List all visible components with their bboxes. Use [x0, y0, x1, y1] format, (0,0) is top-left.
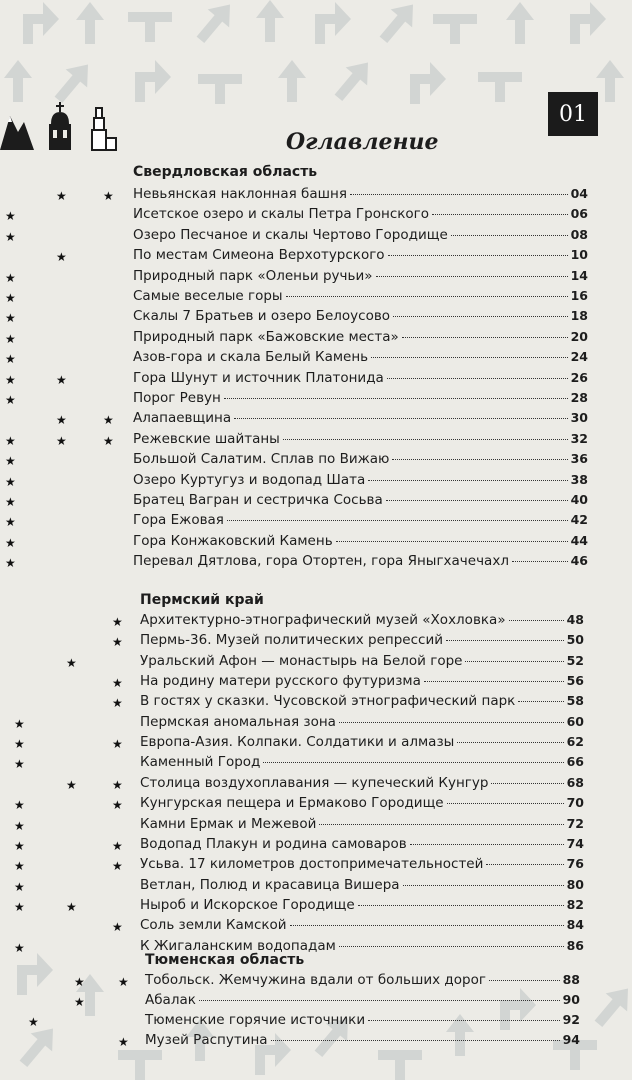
toc-entry[interactable] — [133, 268, 588, 288]
toc-entry[interactable] — [133, 390, 588, 410]
rating-star-icon: ★ — [103, 189, 114, 203]
toc-entry-page: 32 — [570, 430, 588, 446]
dot-leader — [368, 1020, 560, 1021]
toc-entry-page: 40 — [570, 492, 588, 507]
toc-entry[interactable] — [133, 247, 588, 267]
rating-star-icon: ★ — [14, 899, 25, 914]
toc-entry-page: 04 — [570, 186, 588, 201]
rating-star-icon: ★ — [5, 433, 16, 448]
dot-leader — [350, 194, 568, 195]
dot-leader — [457, 742, 563, 743]
toc-entry-page: 84 — [566, 917, 584, 933]
page-title: Оглавление — [286, 129, 439, 155]
rating-star-icon: ★ — [14, 859, 25, 874]
toc-entry-title: Большой Салатим. Сплав по Вижаю — [133, 451, 390, 468]
toc-entry-title: К Жигаланским водопадам — [140, 937, 336, 954]
rating-star-icon: ★ — [112, 696, 123, 711]
dot-leader — [388, 255, 568, 256]
rating-star-icon: ★ — [14, 737, 25, 752]
dot-leader — [227, 520, 568, 521]
rating-star-icon: ★ — [5, 515, 16, 530]
toc-entry-page: 52 — [566, 652, 584, 668]
dot-leader — [392, 459, 567, 460]
rating-star-icon: ★ — [103, 413, 114, 428]
toc-entry[interactable] — [133, 512, 588, 532]
toc-entry-title: Перевал Дятлова, гора Отортен, гора Яныгхачечахл — [133, 553, 509, 570]
toc-entry-page: 72 — [566, 815, 584, 831]
rating-star-icon: ★ — [14, 818, 25, 833]
rating-star-icon: ★ — [112, 737, 123, 752]
rating-star-icon: ★ — [14, 798, 25, 813]
toc-entry-title: Ветлан, Полюд и красавица Вишера — [140, 876, 400, 893]
rating-star-icon: ★ — [14, 838, 25, 853]
toc-entry-page: 16 — [570, 288, 588, 303]
toc-entry-title: Гора Ежовая — [133, 512, 224, 529]
dot-leader — [286, 296, 568, 297]
dot-leader — [371, 357, 567, 358]
rating-star-icon: ★ — [14, 716, 25, 731]
toc-entry-title: Режевские шайтаны — [133, 430, 280, 447]
tower-icon — [92, 108, 116, 150]
toc-entry-title: Абалак — [145, 992, 196, 1008]
toc-entry-page: 86 — [566, 937, 584, 953]
toc-entry[interactable] — [140, 795, 584, 815]
dot-leader — [486, 864, 563, 865]
dot-leader — [393, 316, 568, 317]
toc-entry[interactable] — [140, 734, 584, 754]
toc-entry[interactable] — [145, 992, 580, 1012]
dot-leader — [402, 337, 568, 338]
toc-entry[interactable] — [140, 897, 584, 917]
toc-entry-page: 20 — [570, 328, 588, 344]
toc-entry[interactable] — [133, 553, 588, 573]
dot-leader — [339, 946, 564, 947]
page-number-badge: 01 — [548, 92, 598, 136]
toc-entry-title: Тюменские горячие источники — [145, 1012, 366, 1028]
toc-entry[interactable] — [133, 370, 588, 390]
toc-entry-page: 82 — [566, 896, 584, 912]
dot-leader — [512, 561, 568, 562]
toc-entry[interactable] — [140, 754, 584, 774]
rating-star-icon: ★ — [5, 393, 16, 407]
rating-star-icon: ★ — [118, 975, 129, 989]
toc-entry-page: 94 — [562, 1032, 580, 1047]
rating-star-icon: ★ — [103, 433, 114, 448]
toc-entry[interactable] — [133, 308, 588, 328]
toc-entry[interactable] — [140, 693, 584, 713]
dot-leader — [376, 276, 568, 277]
dot-leader — [224, 398, 568, 399]
toc-entry-title: Невьянская наклонная башня — [133, 186, 347, 202]
rating-star-icon: ★ — [14, 757, 25, 772]
toc-entry-title: Музей Распутина — [145, 1032, 268, 1048]
toc-entry-page: 44 — [570, 532, 588, 548]
rating-star-icon: ★ — [5, 270, 16, 285]
toc-entry-title: Пермская аномальная зона — [140, 713, 336, 730]
toc-entry-title: Усьва. 17 километров достопримечательностей — [140, 856, 484, 873]
toc-entry-page: 50 — [566, 632, 584, 648]
toc-entry-title: Гора Конжаковский Камень — [133, 532, 333, 549]
toc-entry-title: Природный парк «Оленьи ручьи» — [133, 267, 373, 284]
dot-leader — [271, 1040, 560, 1041]
toc-entry[interactable] — [133, 349, 588, 369]
toc-entry-page: 92 — [562, 1012, 580, 1027]
toc-entry-title: На родину матери русского футуризма — [140, 673, 421, 690]
toc-entry[interactable] — [140, 714, 584, 734]
dot-leader — [424, 681, 564, 682]
toc-entry-title: Братец Вагран и сестричка Сосьва — [133, 492, 383, 508]
toc-entry-title: Камни Ермак и Межевой — [140, 815, 317, 832]
toc-entry-title: По местам Симеона Верхотурского — [133, 247, 385, 264]
toc-entry-title: Гора Шунут и источник Платонида — [133, 369, 384, 386]
rating-star-icon: ★ — [14, 940, 25, 955]
toc-entry-title: Озеро Куртугуз и водопад Шата — [133, 471, 366, 488]
toc-entry-title: Алапаевщина — [133, 410, 232, 427]
dot-leader — [410, 844, 564, 845]
rating-star-icon: ★ — [5, 535, 16, 550]
rating-star-icon: ★ — [112, 920, 123, 935]
rating-star-icon: ★ — [74, 975, 85, 989]
toc-entry-page: 68 — [566, 774, 584, 790]
dot-leader — [339, 722, 564, 723]
toc-entry-page: 48 — [566, 612, 584, 627]
rating-star-icon: ★ — [5, 209, 16, 224]
toc-entry-page: 10 — [570, 247, 588, 263]
rating-star-icon: ★ — [112, 635, 123, 650]
rating-star-icon: ★ — [28, 1015, 39, 1029]
dot-leader — [358, 905, 564, 906]
toc-entry[interactable] — [145, 1032, 580, 1052]
toc-entry-page: 58 — [566, 693, 584, 709]
toc-entry[interactable] — [133, 329, 588, 349]
toc-entry-page: 66 — [566, 754, 584, 770]
toc-entry-page: 14 — [570, 267, 588, 283]
toc-entry-title: Соль земли Камской — [140, 917, 287, 934]
rating-star-icon: ★ — [112, 798, 123, 813]
toc-entry[interactable] — [133, 472, 588, 492]
toc-entry[interactable] — [133, 431, 588, 451]
toc-entry-page: 42 — [570, 512, 588, 528]
rating-star-icon: ★ — [66, 655, 77, 670]
toc-entry-title: Скалы 7 Братьев и озеро Белоусово — [133, 308, 391, 325]
toc-entry-title: Порог Ревун — [133, 390, 221, 406]
toc-entry-page: 08 — [570, 226, 588, 242]
dot-leader — [368, 480, 567, 481]
toc-entry-page: 24 — [570, 349, 588, 365]
toc-entry-page: 06 — [570, 206, 588, 222]
toc-entry-page: 28 — [570, 390, 588, 405]
rating-star-icon: ★ — [112, 615, 123, 629]
toc-entry[interactable] — [133, 451, 588, 471]
toc-entry[interactable] — [133, 288, 588, 308]
church-icon — [49, 102, 71, 150]
toc-entry-title: Озеро Песчаное и скалы Чертово Городище — [133, 226, 448, 243]
rating-star-icon: ★ — [14, 879, 25, 894]
toc-entry[interactable] — [133, 492, 588, 512]
toc-entry[interactable] — [133, 533, 588, 553]
toc-entry-title: Кунгурская пещера и Ермаково Городище — [140, 795, 444, 812]
section-heading: Пермский край — [140, 592, 264, 608]
rating-star-icon: ★ — [56, 250, 67, 265]
toc-entry-title: Столица воздухоплавания — купеческий Кунгур — [140, 774, 489, 791]
toc-entry[interactable] — [140, 653, 584, 673]
toc-entry[interactable] — [140, 775, 584, 795]
toc-entry-title: Каменный Город — [140, 754, 261, 771]
toc-entry[interactable] — [133, 410, 588, 430]
dot-leader — [263, 762, 563, 763]
dot-leader — [447, 803, 564, 804]
toc-entry[interactable] — [140, 856, 584, 876]
toc-entry-page: 38 — [570, 471, 588, 487]
dot-leader — [387, 378, 568, 379]
toc-entry[interactable] — [140, 816, 584, 836]
toc-entry[interactable] — [133, 186, 588, 206]
toc-entry-title: Пермь-36. Музей политических репрессий — [140, 632, 443, 649]
toc-entry[interactable] — [145, 1012, 580, 1032]
dot-leader — [290, 925, 564, 926]
toc-entry-page: 18 — [570, 308, 588, 324]
dot-leader — [491, 783, 563, 784]
toc-entry-page: 90 — [562, 992, 580, 1007]
toc-entry[interactable] — [133, 206, 588, 226]
dot-leader — [518, 701, 563, 702]
toc-entry-page: 56 — [566, 673, 584, 689]
toc-entry[interactable] — [133, 227, 588, 247]
toc-entry[interactable] — [140, 917, 584, 937]
toc-entry-page: 76 — [566, 856, 584, 872]
toc-entry-page: 46 — [570, 553, 588, 569]
rating-star-icon: ★ — [118, 1035, 129, 1049]
toc-entry[interactable] — [140, 612, 584, 632]
toc-entry[interactable] — [140, 877, 584, 897]
rating-star-icon: ★ — [56, 433, 67, 448]
toc-entry-title: Архитектурно-этнографический музей «Хохловка» — [140, 612, 506, 628]
toc-entry-page: 74 — [566, 835, 584, 851]
rating-star-icon: ★ — [66, 777, 77, 792]
dot-leader — [446, 640, 564, 641]
rating-star-icon: ★ — [112, 676, 123, 691]
toc-entry[interactable] — [140, 836, 584, 856]
toc-entry-title: В гостях у сказки. Чусовской этнографический парк — [140, 693, 516, 710]
toc-entry-page: 26 — [570, 369, 588, 385]
toc-entry-title: Тобольск. Жемчужина вдали от больших дорог — [145, 972, 486, 988]
toc-entry-page: 62 — [566, 734, 584, 750]
toc-entry-title: Самые веселые горы — [133, 288, 283, 304]
rating-star-icon: ★ — [5, 556, 16, 571]
rating-star-icon: ★ — [56, 413, 67, 428]
toc-entry[interactable] — [140, 632, 584, 652]
section-heading: Свердловская область — [133, 164, 318, 180]
dot-leader — [489, 980, 560, 981]
rating-star-icon: ★ — [5, 495, 16, 509]
rating-star-icon: ★ — [56, 189, 67, 203]
rating-star-icon: ★ — [112, 777, 123, 792]
toc-entry-title: Европа-Азия. Колпаки. Солдатики и алмазы — [140, 734, 455, 751]
rating-star-icon: ★ — [5, 474, 16, 489]
toc-entry-page: 36 — [570, 451, 588, 467]
rating-star-icon: ★ — [74, 995, 85, 1009]
dot-leader — [432, 214, 568, 215]
rating-star-icon: ★ — [112, 859, 123, 874]
dot-leader — [336, 541, 568, 542]
header-icons — [0, 102, 125, 162]
toc-entry[interactable] — [140, 673, 584, 693]
toc-entry-title: Исетское озеро и скалы Петра Гронского — [133, 206, 430, 223]
rating-star-icon: ★ — [5, 352, 16, 367]
dot-leader — [403, 885, 564, 886]
rating-star-icon: ★ — [5, 372, 16, 387]
rating-star-icon: ★ — [66, 899, 77, 914]
toc-entry-page: 88 — [562, 972, 580, 987]
dot-leader — [465, 661, 563, 662]
dot-leader — [451, 235, 568, 236]
dot-leader — [319, 824, 563, 825]
rating-star-icon: ★ — [112, 838, 123, 853]
toc-entry-title: Природный парк «Бажовские места» — [133, 328, 399, 345]
rating-star-icon: ★ — [5, 331, 16, 346]
toc-entry-title: Ныроб и Искорское Городище — [140, 896, 355, 913]
dot-leader — [386, 500, 568, 501]
section-heading: Тюменская область — [145, 952, 305, 968]
rating-star-icon: ★ — [5, 454, 16, 469]
rating-star-icon: ★ — [5, 229, 16, 244]
toc-entry-title: Водопад Плакун и родина самоваров — [140, 835, 407, 852]
toc-entry-page: 60 — [566, 713, 584, 729]
toc-entry-page: 70 — [566, 795, 584, 811]
dot-leader — [234, 418, 568, 419]
toc-entry-page: 30 — [570, 410, 588, 426]
toc-entry-title: Азов-гора и скала Белый Камень — [133, 349, 369, 366]
toc-entry-page: 80 — [566, 876, 584, 892]
mountains-icon — [0, 116, 34, 150]
dot-leader — [199, 1000, 560, 1001]
dot-leader — [283, 439, 568, 440]
dot-leader — [509, 620, 564, 621]
toc-entry[interactable] — [145, 972, 580, 992]
rating-star-icon: ★ — [5, 311, 16, 326]
rating-star-icon: ★ — [56, 372, 67, 387]
toc-entry-title: Уральский Афон — монастырь на Белой горе — [140, 652, 463, 669]
rating-star-icon: ★ — [5, 291, 16, 305]
